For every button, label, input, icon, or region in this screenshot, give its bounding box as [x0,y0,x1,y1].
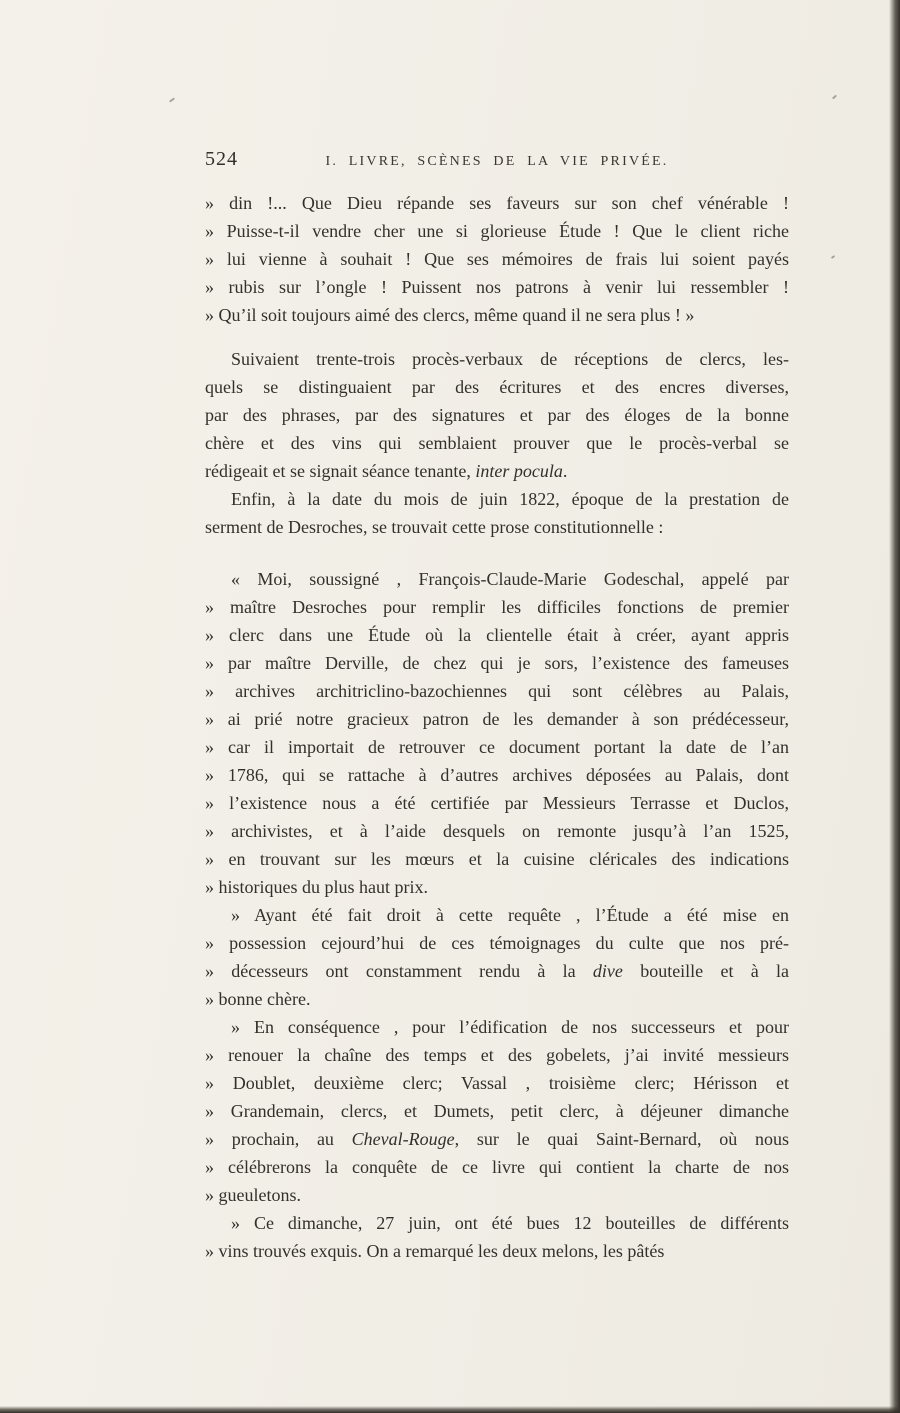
quote-paragraph-ayant [205,901,789,1013]
text-line: » par maître Derville, de chez qui je sors, l’existence des fameuses [205,653,789,673]
text-line: » historiques du plus haut prix. [205,877,428,897]
quote-paragraph-moi-soussigne [205,565,789,901]
running-title: I. LIVRE, SCÈNES DE LA VIE PRIVÉE. [325,154,669,169]
text-line: chère et des vins qui semblaient prouver que le procès-verbal se [205,433,789,453]
text-line: » ai prié notre gracieux patron de les demander à son prédécesseur, [205,709,789,729]
text-line: » bonne chère. [205,989,311,1009]
text-line: Enfin, à la date du mois de juin 1822, époque de la prestation de [231,489,789,509]
text-body [205,189,789,1265]
text-line: » Grandemain, clercs, et Dumets, petit clerc, à déjeuner dimanche [205,1101,789,1121]
text-line: quels se distinguaient par des écritures et des encres diverses, [205,377,789,397]
text-line: » renouer la chaîne des temps et des gobelets, j’ai invité messieurs [205,1045,789,1065]
text-line: par des phrases, par des signatures et par des éloges de la bonne [205,405,789,425]
text-line: » rubis sur l’ongle ! Puissent nos patrons à venir lui ressembler ! [205,277,789,297]
text-line: » décesseurs ont constamment rendu à la dive bouteille et à la [205,961,789,981]
text-line: » lui vienne à souhait ! Que ses mémoires de frais lui soient payés [205,249,789,269]
text-line: » clerc dans une Étude où la clientelle était à créer, ayant appris [205,625,789,645]
opening-verse-quote [205,189,789,329]
text-line: » prochain, au Cheval-Rouge, sur le quai Saint-Bernard, où nous [205,1129,789,1149]
text-line: » gueuletons. [205,1185,301,1205]
scan-edge-bottom [0,1406,900,1413]
text-line: » vins trouvés exquis. On a remarqué les deux melons, les pâtés [205,1241,665,1261]
text-line: » Qu’il soit toujours aimé des clercs, même quand il ne sera plus ! » [205,305,695,325]
text-line: » Ce dimanche, 27 juin, ont été bues 12 bouteilles de différents [231,1213,789,1233]
quote-paragraph-ce-dimanche [205,1209,789,1265]
page-number: 524 [205,148,238,170]
text-line: » célébrerons la conquête de ce livre qui contient la charte de nos [205,1157,789,1177]
text-line: » archivistes, et à l’aide desquels on remonte jusqu’à l’an 1525, [205,821,789,841]
text-line: » Puisse-t-il vendre cher une si glorieuse Étude ! Que le client riche [205,221,789,241]
text-line: serment de Desroches, se trouvait cette prose constitutionnelle : [205,517,664,537]
text-line: « Moi, soussigné , François-Claude-Marie Godeschal, appelé par [231,569,789,589]
text-line: » Ayant été fait droit à cette requête , l’Étude a été mise en [231,905,789,925]
text-line: Suivaient trente-trois procès-verbaux de réceptions de clercs, les- [231,349,789,369]
text-line: » En conséquence , pour l’édification de nos successeurs et pour [231,1017,789,1037]
text-line: » car il importait de retrouver ce document portant la date de l’an [205,737,789,757]
text-line: » Doublet, deuxième clerc; Vassal , troisième clerc; Hérisson et [205,1073,789,1093]
paragraph-enfin [205,485,789,541]
running-head [205,148,789,171]
text-line: » 1786, qui se rattache à d’autres archives déposées au Palais, dont [205,765,789,785]
italic-phrase: Cheval-Rouge [351,1129,455,1149]
text-line: » maître Desroches pour remplir les difficiles fonctions de premier [205,597,789,617]
italic-phrase: inter pocula [475,461,563,481]
text-line: » en trouvant sur les mœurs et la cuisine cléricales des indications [205,849,789,869]
italic-phrase: dive [592,961,623,981]
text-line: » possession cejourd’hui de ces témoignages du culte que nos pré- [205,933,789,953]
paragraph-suivaient [205,345,789,485]
text-line: » l’existence nous a été certifiée par Messieurs Terrasse et Duclos, [205,793,789,813]
text-line: » din !... Que Dieu répande ses faveurs sur son chef vénérable ! [205,193,789,213]
quote-paragraph-en-consequence [205,1013,789,1209]
scan-edge-right [889,0,900,1413]
text-line: » archives architriclino-bazochiennes qui sont célèbres au Palais, [205,681,789,701]
text-line: rédigeait et se signait séance tenante, inter pocula. [205,461,568,481]
